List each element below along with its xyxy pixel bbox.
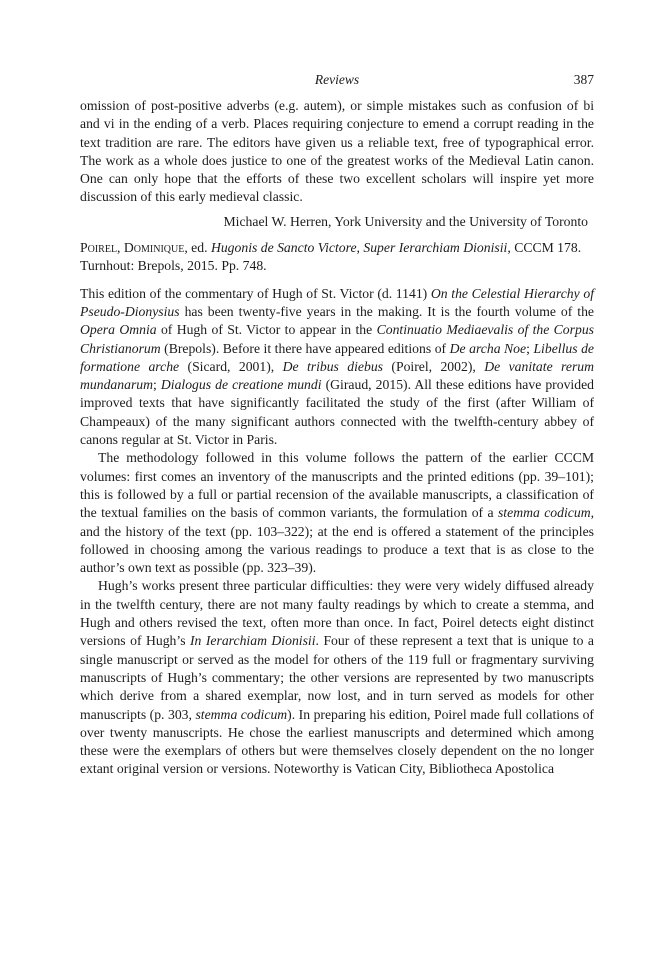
book-citation: Poirel, Dominique, ed. Hugonis de Sancto Victore, Super Ierarchiam Dionisii, CCCM 178. Turnhout: Brepols, 2015. Pp. 748.: [80, 240, 582, 274]
citation-title: Hugonis de Sancto Victore, Super Ierarchiam Dionisii: [210, 240, 508, 256]
review-closing-paragraph: omission of post-positive adverbs (e.g. autem), or simple mistakes such as confusion of bi and vi in the ending of a verb. Places requiring conjecture to emend a corrupt reading in the text tradition are rare. The editors have given us a reliable text, free of typographical error. The work as a whole does justice to one of the greatest works of the Medieval Latin canon. One can only hope that the efforts of these two excellent scholars will inspire yet more discussion of this early medieval classic.: [80, 98, 594, 205]
running-head: Reviews: [314, 72, 360, 87]
reviewer-signature: Michael W. Herren, York University and the University of Toronto: [223, 213, 588, 229]
review-paragraph-2: The methodology followed in this volume follows the pattern of the earlier CCCM volumes: first comes an inventory of the manuscripts and the printed editions (pp. 39–101); this is followed by a full or partial recension of the available manuscripts, a classification of the textual families on the basis of common variants, the formulation of a stemma codicum, and the history of the text (pp. 103–322); at the end is offered a statement of the principles followed in choosing among the various readings to produce a text that is as close to the author’s own text as possible (pp. 323–39).: [80, 450, 594, 576]
journal-page: [80, 72, 594, 779]
review-paragraph-1: This edition of the commentary of Hugh of St. Victor (d. 1141) On the Celestial Hierarchy of Pseudo-Dionysius has been twenty-five years in the making. It is the fourth volume of the Opera Omnia of Hugh of St. Victor to appear in the Continuatio Mediaevalis of the Corpus Christianorum (Brepols). Before it there have appeared editions of De archa Noe; Libellus de formatione arche (Sicard, 2001), De tribus diebus (Poirel, 2002), De vanitate rerum mundanarum; Dialogus de creatione mundi (Giraud, 2015). All these editions have provided improved texts that have significantly facilitated the study of the first (after William of Champeaux) of the many significant authors connected with the twelfth-century abbey of canons regular at St. Victor in Paris.: [80, 285, 594, 448]
page-header: [80, 72, 594, 94]
citation-author: Poirel, Dominique: [80, 240, 185, 256]
page-number: 387: [573, 72, 594, 87]
review-paragraph-3: Hugh’s works present three particular difficulties: they were very widely diffused already in the twelfth century, there are not many faulty readings by which to create a stemma, and Hugh and others revised the text, often more than once. In fact, Poirel detects eight distinct versions of Hugh’s In Ierarchiam Dionisii. Four of these represent a text that is unique to a single manuscript or served as the model for others of the 119 full or fragmentary surviving manuscripts of Hugh’s commentary; the other versions are represented by two manuscripts which derive from a shared exemplar, now lost, and in turn served as models for other manuscripts (p. 303, stemma codicum). In preparing his edition, Poirel made full collations of over twenty manuscripts. He chose the earliest manuscripts and determined which among these were the exemplars of others but were themselves closely dependent on the no longer extant original version or versions. Noteworthy is Vatican City, Bibliotheca Apostolica: [80, 578, 594, 777]
citation-details: , CCCM 178. Turnhout: Brepols, 2015. Pp. 748.: [80, 240, 582, 274]
